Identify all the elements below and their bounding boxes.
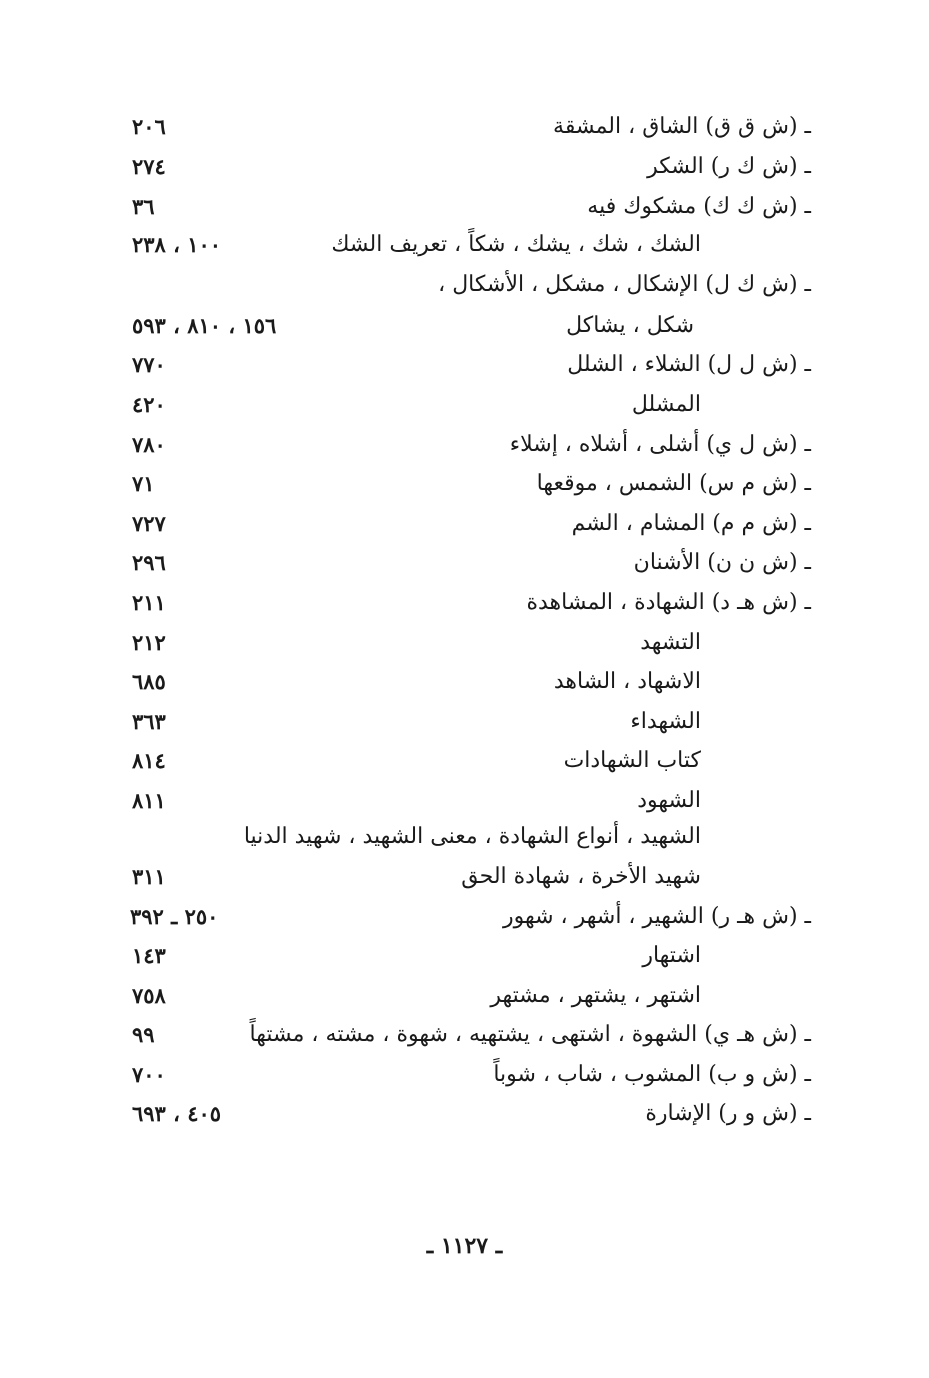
entry-text: شهيد الأخرة ، شهادة الحق [461, 864, 701, 889]
index-entry [0, 230, 929, 270]
index-entry [0, 1060, 929, 1100]
index-entry [0, 509, 929, 549]
entry-text: ـ (ش ل ل) الشلاء ، الشلل [567, 352, 811, 377]
index-entry [0, 152, 929, 192]
entry-text: ـ (ش م س) الشمس ، موقعها [536, 471, 811, 496]
entry-pages: ٤٢٠ [132, 392, 166, 417]
entry-pages: ٢٥٠ ـ ٣٩٢ [130, 904, 219, 929]
entry-text: شكل ، يشاكل [566, 313, 694, 338]
index-entry [0, 430, 929, 470]
entry-text: ـ (ش و ب) المشوب ، شاب ، شوباً [493, 1062, 811, 1087]
entry-pages: ٢١٢ [132, 630, 166, 655]
entry-text: ـ (ش ل ي) أشلى ، أشلاه ، إشلاء [509, 432, 811, 457]
entry-text: الشهداء [630, 709, 701, 734]
entry-text: اشتهار [642, 943, 701, 968]
index-entry [0, 548, 929, 588]
index-entry [0, 311, 929, 351]
entry-text: ـ (ش و ر) الإشارة [645, 1101, 811, 1126]
entry-text: كتاب الشهادات [563, 748, 701, 773]
entry-pages: ٤٠٥ ، ٦٩٣ [132, 1101, 222, 1126]
entry-pages: ٧٥٨ [132, 983, 166, 1008]
entry-pages: ٧٧٠ [132, 352, 166, 377]
index-entry [0, 628, 929, 668]
entry-text: الشك ، شك ، يشك ، شكاً ، تعريف الشك [331, 232, 701, 257]
index-entry [0, 469, 929, 509]
entry-text: ـ (ش ك ر) الشكر [647, 154, 811, 179]
index-entry [0, 981, 929, 1021]
entry-pages: ٧١ [132, 471, 155, 496]
index-entry [0, 192, 929, 232]
entry-pages: ١٤٣ [132, 943, 166, 968]
index-entry [0, 1099, 929, 1139]
entry-text: ـ (ش م م) المشام ، الشم [571, 511, 811, 536]
index-entry [0, 1020, 929, 1060]
index-entry [0, 746, 929, 786]
index-entry [0, 822, 929, 862]
entry-text: الاشهاد ، الشاهد [553, 669, 701, 694]
index-entry [0, 786, 929, 826]
entry-pages: ٢٠٦ [132, 114, 166, 139]
index-entry [0, 350, 929, 390]
entry-text: المشلل [631, 392, 701, 417]
entry-pages: ١٥٦ ، ٨١٠ ، ٥٩٣ [132, 313, 277, 338]
entry-text: التشهد [640, 630, 701, 655]
entry-pages: ٣٦٣ [132, 709, 166, 734]
entry-pages: ٣١١ [132, 864, 166, 889]
entry-pages: ٧٢٧ [132, 511, 166, 536]
index-entry [0, 667, 929, 707]
entry-text: ـ (ش هـ د) الشهادة ، المشاهدة [526, 590, 811, 615]
entry-text: الشهود [637, 788, 701, 813]
index-entry [0, 862, 929, 902]
entry-text: ـ (ش هـ ي) الشهوة ، اشتهى ، يشتهيه ، شهوة ، مشته ، مشتهاً [249, 1022, 811, 1047]
entry-pages: ٦٨٥ [132, 669, 166, 694]
entry-pages: ٢٧٤ [132, 154, 166, 179]
entry-text: الشهيد ، أنواع الشهادة ، معنى الشهيد ، شهيد الدنيا [243, 824, 701, 849]
index-entry [0, 112, 929, 152]
entry-pages: ٨١٤ [132, 748, 166, 773]
index-entry [0, 588, 929, 628]
index-entry [0, 390, 929, 430]
entry-text: ـ (ش ن ن) الأشنان [633, 550, 811, 575]
entry-pages: ١٠٠ ، ٢٣٨ [132, 232, 222, 257]
entry-pages: ٢١١ [132, 590, 166, 615]
index-entry [0, 941, 929, 981]
entry-text: اشتهر ، يشتهر ، مشتهر [490, 983, 701, 1008]
entry-text: ـ (ش هـ ر) الشهير ، أشهر ، شهور [502, 904, 811, 929]
entry-pages: ٣٦ [132, 194, 155, 219]
entry-pages: ٨١١ [132, 788, 166, 813]
entry-pages: ٢٩٦ [132, 550, 166, 575]
entry-text: ـ (ش ك ل) الإشكال ، مشكل ، الأشكال ، [438, 272, 811, 297]
entry-pages: ٧٠٠ [132, 1062, 166, 1087]
entry-text: ـ (ش ك ك) مشكوك فيه [587, 194, 811, 219]
page-number: ـ ١١٢٧ ـ [426, 1233, 503, 1259]
index-entry [0, 270, 929, 310]
index-entry [0, 902, 929, 942]
index-entry [0, 707, 929, 747]
entry-pages: ٧٨٠ [132, 432, 166, 457]
entry-text: ـ (ش ق ق) الشاق ، المشقة [553, 114, 811, 139]
entry-pages: ٩٩ [132, 1022, 155, 1047]
